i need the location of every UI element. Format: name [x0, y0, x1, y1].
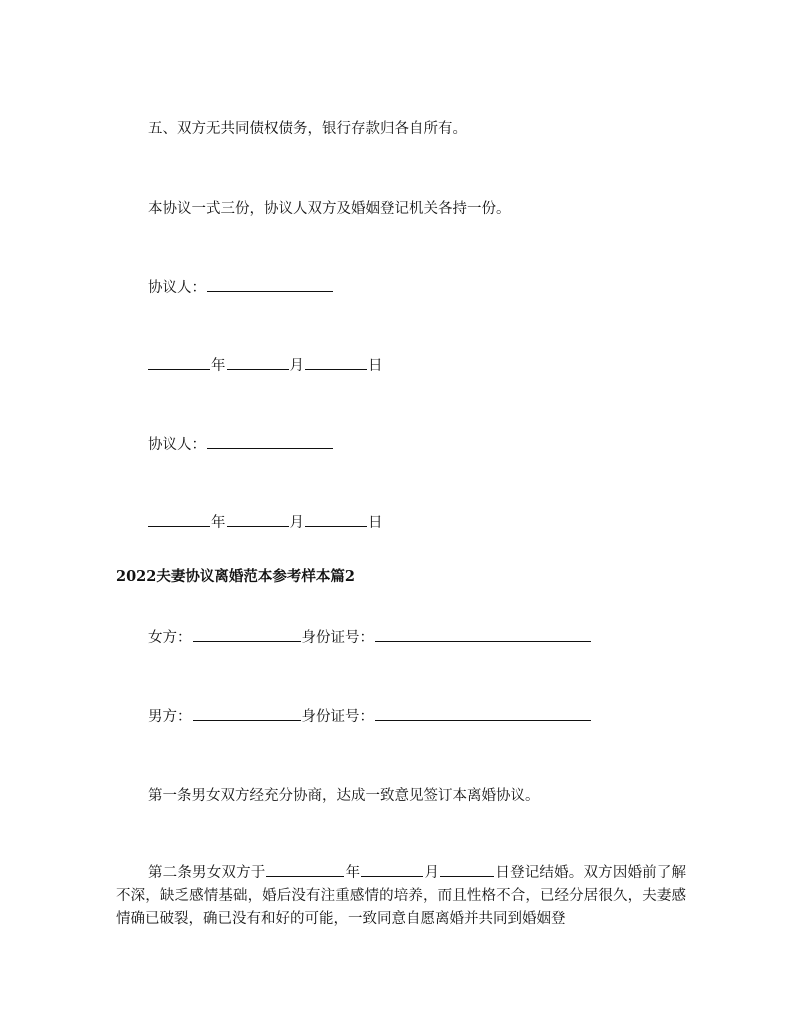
female-label: 女方： [148, 630, 192, 646]
month-label: 月 [289, 515, 304, 531]
article-two-prefix: 第二条男女双方于 [148, 865, 266, 881]
year-label: 年 [211, 515, 226, 531]
section-heading: 2022夫妻协议离婚范本参考样本篇2 [116, 568, 355, 585]
year-blank [148, 355, 210, 370]
female-name-blank [193, 627, 301, 642]
male-label: 男方： [148, 709, 192, 725]
female-id-blank [375, 627, 591, 642]
id-label: 身份证号： [301, 630, 374, 646]
marriage-month-label: 月 [424, 865, 440, 881]
article-one: 第一条男女双方经充分协商，达成一致意见签订本离婚协议。 [148, 788, 540, 804]
signer-blank [207, 277, 333, 292]
male-name-blank [193, 706, 301, 721]
day-blank [305, 512, 367, 527]
month-label: 月 [289, 358, 304, 374]
year-blank [148, 512, 210, 527]
female-line [148, 627, 592, 648]
copies-statement: 本协议一式三份，协议人双方及婚姻登记机关各持一份。 [148, 201, 511, 217]
signer-line-1 [148, 277, 334, 298]
marriage-month-blank [361, 862, 423, 877]
clause-five: 五、双方无共同债权债务，银行存款归各自所有。 [148, 121, 467, 137]
signer-label: 协议人： [148, 280, 206, 296]
article-two-body: 日登记结婚。双方因婚前了解不深，缺乏感情基础，婚后没有注重感情的培养，而且性格不合，已经分居很久，夫妻感情确已破裂，确已没有和好的可能，一致同意自愿离婚并共同到婚姻登 [116, 865, 687, 927]
signer-line-2 [148, 434, 334, 455]
day-label: 日 [368, 358, 383, 374]
article-two [116, 862, 686, 931]
date-line-2 [148, 512, 383, 533]
year-label: 年 [211, 358, 226, 374]
date-line-1 [148, 355, 383, 376]
marriage-year-label: 年 [345, 865, 361, 881]
signer-blank [207, 434, 333, 449]
month-blank [227, 512, 289, 527]
signer-label: 协议人： [148, 437, 206, 453]
male-line [148, 706, 592, 727]
marriage-day-blank [440, 862, 494, 877]
day-blank [305, 355, 367, 370]
day-label: 日 [368, 515, 383, 531]
male-id-blank [375, 706, 591, 721]
marriage-year-blank [266, 862, 344, 877]
id-label: 身份证号： [301, 709, 374, 725]
month-blank [227, 355, 289, 370]
